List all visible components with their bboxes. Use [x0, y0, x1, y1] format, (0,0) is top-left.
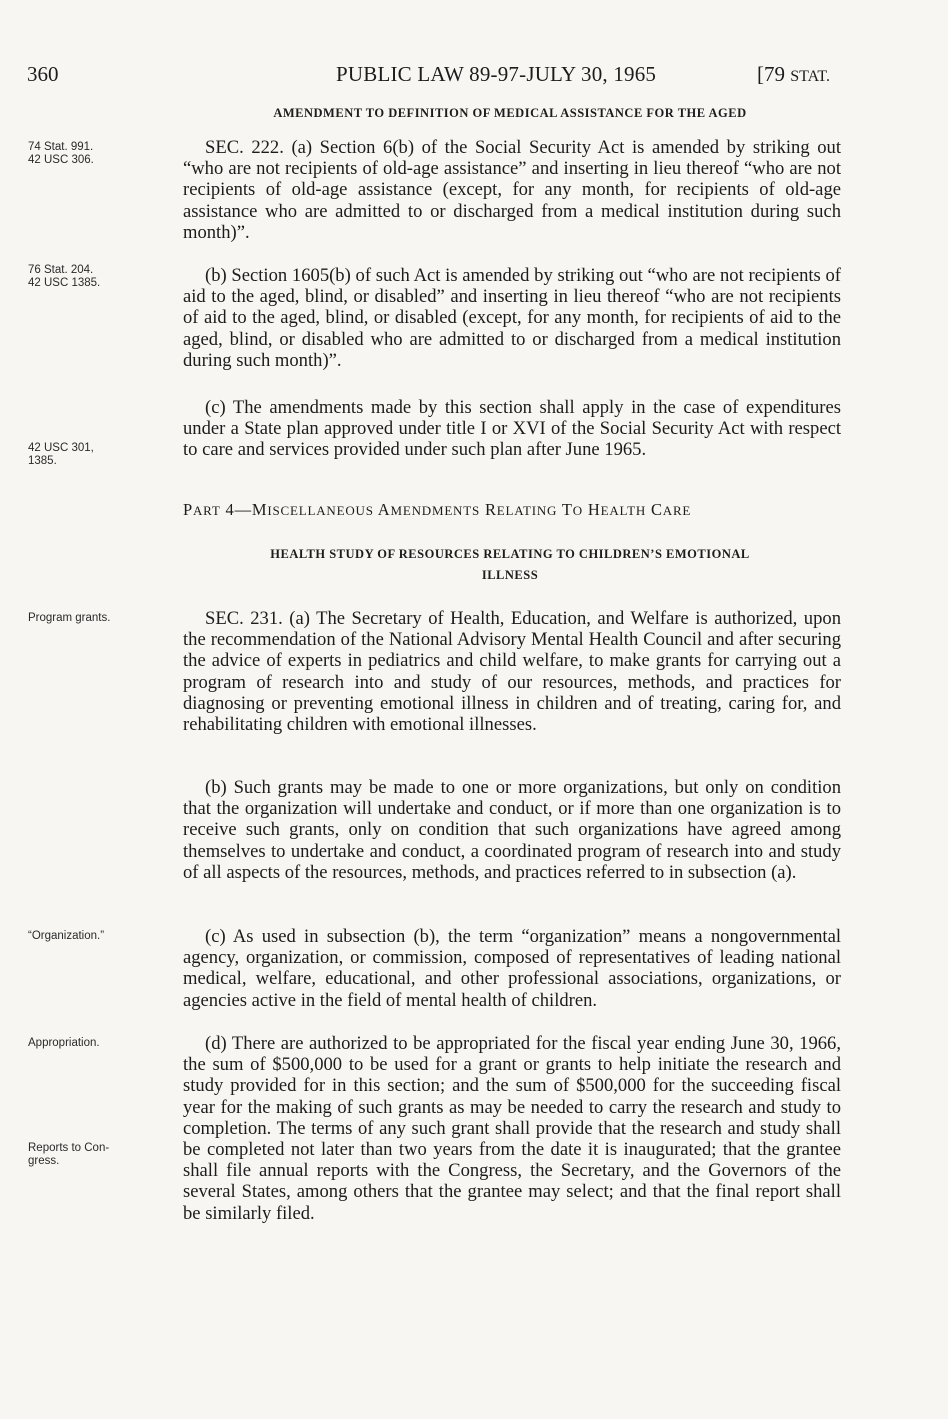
section-231-heading-line-2: ILLNESS	[481, 568, 539, 582]
margin-note-reports: Reports to Con- gress.	[28, 1142, 110, 1167]
sec-label: SEC.	[205, 608, 244, 629]
sec-label: SEC.	[205, 137, 244, 158]
running-head: PUBLIC LAW 89-97-JULY 30, 1965	[336, 62, 657, 86]
section-231-heading	[178, 544, 842, 586]
section-231-paragraph-d: (d) There are authorized to be appropriated for the fiscal year ending June 30, 1966, the sum of $500,000 to be used for a grant or grants to help initiate the research and study provided for in this section; and the sum of $500,000 for the succeeding fiscal year for the making of such grants as may be needed to carry the research and study to completion. The terms of any such grant shall provide that the research and study shall be completed not later than two years from the date it is inaugurated; that the grantee shall file annual reports with the Congress, the Secretary, and the Governors of the several States, among others that the grantee may select; and that the final report shall be similarly filed.	[183, 1033, 841, 1224]
section-222-paragraph-b: (b) Section 1605(b) of such Act is amended by striking out “who are not recipients of aid to the aged, blind, or disabled” and inserting in lieu thereof “who are not recipients of aid to the aged, blind, or disabled (except, for any month, for recipients of aid to the aged, blind, or disabled who are admitted to or discharged from a medical institution during such month)”.	[183, 265, 841, 371]
margin-note-appropriation: Appropriation.	[28, 1037, 100, 1049]
page-number: 360	[27, 62, 59, 86]
margin-note-organization: “Organization.”	[28, 930, 105, 942]
section-231-heading-line-1: HEALTH STUDY OF RESOURCES RELATING TO CHILDREN’S EMOTIONAL	[270, 547, 750, 561]
margin-note-usc-301: 42 USC 301, 1385.	[28, 442, 94, 467]
volume-ref-stat: STAT.	[790, 68, 831, 85]
section-222-heading: AMENDMENT TO DEFINITION OF MEDICAL ASSISTANCE FOR THE AGED	[273, 106, 747, 120]
volume-ref-prefix: [79	[757, 62, 791, 86]
margin-note-stat-204: 76 Stat. 204. 42 USC 1385.	[28, 264, 101, 289]
margin-note-stat-991: 74 Stat. 991. 42 USC 306.	[28, 141, 94, 166]
margin-note-program-grants: Program grants.	[28, 612, 111, 624]
section-231-paragraph-a	[183, 608, 841, 735]
section-231-paragraph-b: (b) Such grants may be made to one or more organizations, but only on condition that the organization will undertake and conduct, or if more than one organization is to receive such grants, only on condition that such organizations have agreed among themselves to undertake and conduct, a coordinated program of research into and study of all aspects of the resources, methods, and practices referred to in subsection (a).	[183, 777, 841, 883]
section-231-paragraph-c: (c) As used in subsection (b), the term “organization” means a nongovernmental agency, organization, or commission, composed of representatives of leading national medical, welfare, educational, and other professional associations, organizations, or agencies active in the field of mental health of children.	[183, 926, 841, 1011]
section-222-a-text: 222. (a) Section 6(b) of the Social Security Act is amended by striking out “who are not recipients of old-age assistance” and inserting in lieu thereof “who are not recipients of old-age assistance (except, for any month, for recipients of old-age assistance who are admitted to or discharged from a medical institution during such month)”.	[183, 137, 841, 243]
section-222-paragraph-c: (c) The amendments made by this section shall apply in the case of expenditures under a State plan approved under title I or XVI of the Social Security Act with respect to care and services provided under such plan after June 1965.	[183, 397, 841, 461]
part-4-heading: PART 4—MISCELLANEOUS AMENDMENTS RELATING TO HEALTH CARE	[183, 500, 692, 519]
section-222-paragraph-a	[183, 137, 841, 243]
volume-reference	[757, 62, 830, 87]
section-231-a-text: 231. (a) The Secretary of Health, Education, and Welfare is authorized, upon the recommendation of the National Advisory Mental Health Council and after securing the advice of experts in pediatrics and child welfare, to make grants for carrying out a program of research into and study of our resources, methods, and practices for diagnosing or preventing emotional illness in children and of treating, caring for, and rehabilitating children with emotional illnesses.	[183, 608, 841, 736]
